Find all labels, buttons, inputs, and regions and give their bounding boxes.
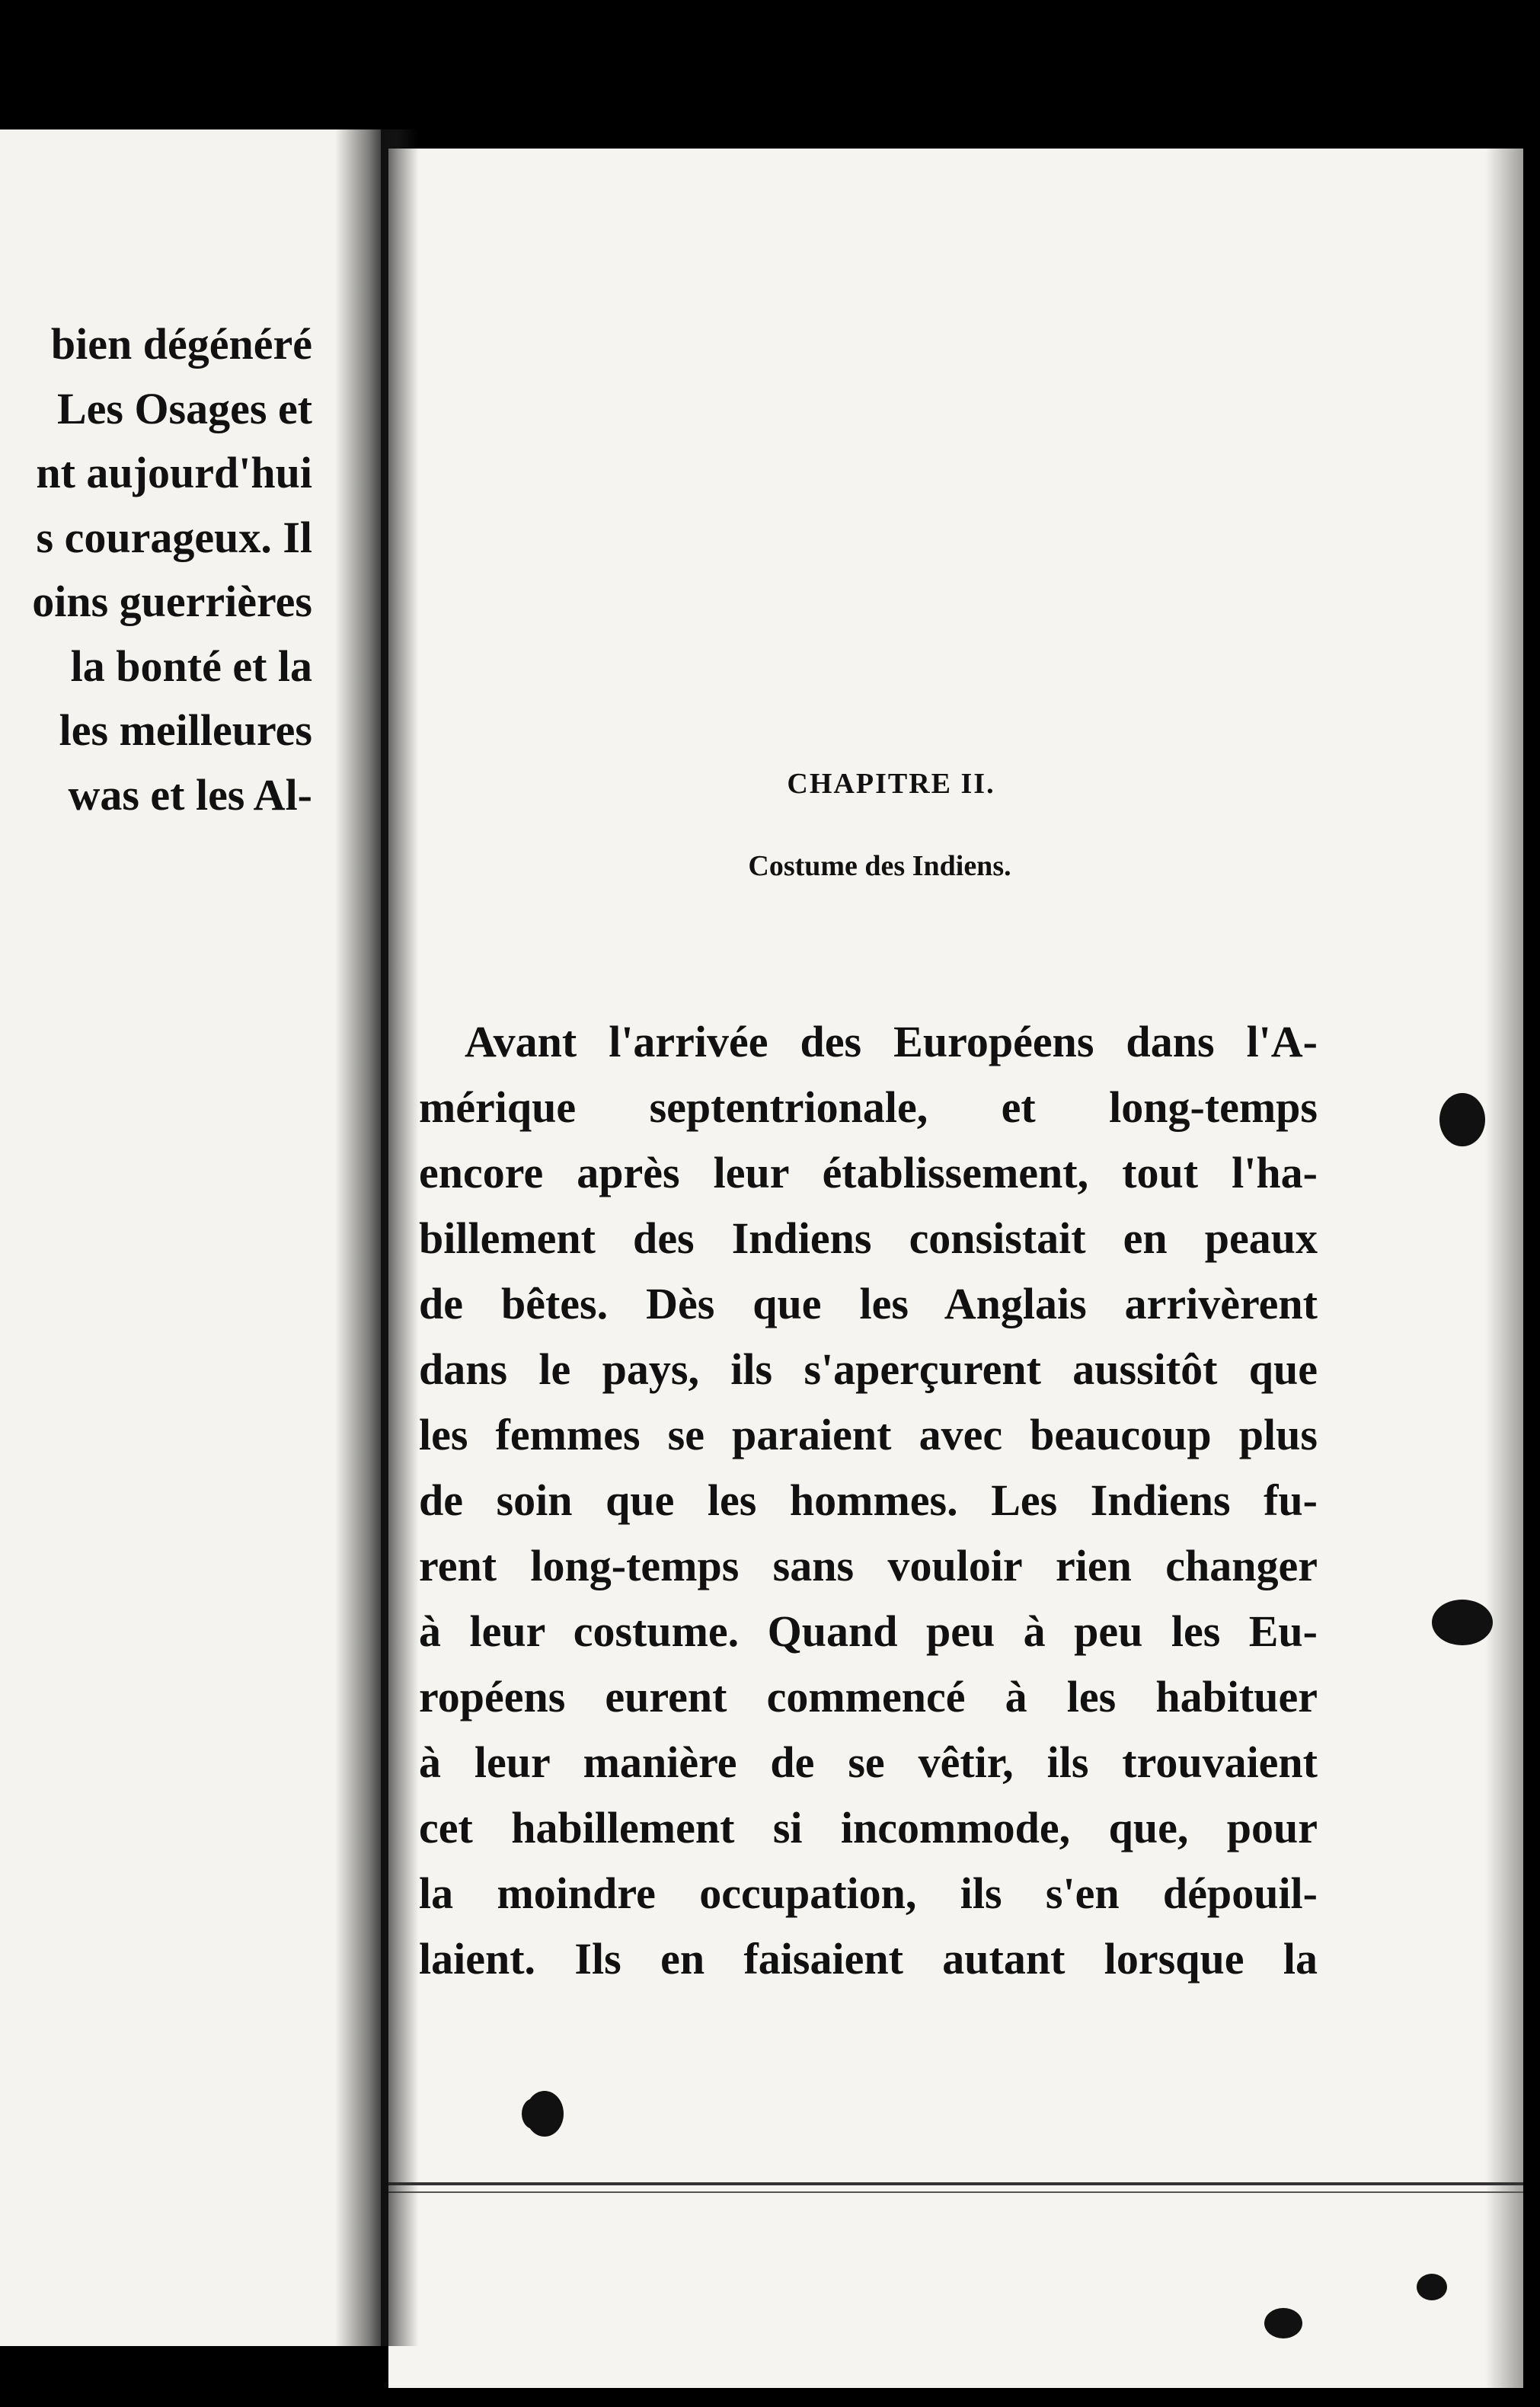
left-line: les meilleures — [59, 705, 312, 755]
ink-blot — [1439, 1093, 1485, 1146]
chapter-heading: CHAPITRE II. — [787, 768, 995, 800]
body-line: laient. Ils en faisaient autant lorsque la — [419, 1934, 1318, 1983]
body-line: ropéens eurent commencé à les habituer — [419, 1672, 1318, 1721]
scan-divider-line — [388, 2182, 1523, 2185]
body-line: de soin que les hommes. Les Indiens fu- — [419, 1475, 1318, 1525]
left-line: s courageux. Il — [36, 512, 312, 562]
ink-blot — [522, 2099, 545, 2129]
left-line: was et les Al- — [68, 769, 312, 820]
body-line: encore après leur établissement, tout l'ha- — [419, 1148, 1318, 1197]
ink-blot — [1432, 1600, 1493, 1645]
left-line: nt aujourd'hui — [36, 448, 312, 497]
body-line: de bêtes. Dès que les Anglais arrivèrent — [419, 1279, 1318, 1328]
body-line: billement des Indiens consistait en peaux — [419, 1213, 1318, 1263]
scan-divider-line — [388, 2191, 1523, 2193]
page-edge-shadow — [1485, 149, 1523, 2388]
body-line: la moindre occupation, ils s'en dépouil- — [419, 1868, 1318, 1918]
chapter-subtitle: Costume des Indiens. — [748, 850, 1011, 882]
left-page — [0, 129, 381, 2346]
body-line: cet habillement si incommode, que, pour — [419, 1803, 1318, 1852]
left-line: bien dégénéré — [50, 319, 312, 369]
ink-blot — [1417, 2274, 1447, 2300]
left-line: oins guerrières — [32, 577, 312, 626]
right-page — [388, 149, 1523, 2388]
body-line: les femmes se paraient avec beaucoup plus — [419, 1410, 1318, 1459]
body-line: mérique septentrionale, et long-temps — [419, 1082, 1318, 1132]
body-line: dans le pays, ils s'aperçurent aussitôt que — [419, 1344, 1318, 1394]
chapter-body — [419, 1009, 1318, 1992]
left-line: Les Osages et — [56, 383, 312, 433]
body-line: à leur costume. Quand peu à peu les Eu- — [419, 1606, 1318, 1656]
left-page-text — [0, 312, 312, 827]
ink-blot — [1264, 2308, 1302, 2338]
body-line: rent long-temps sans vouloir rien changer — [419, 1541, 1318, 1590]
body-line: à leur manière de se vêtir, ils trouvaient — [419, 1737, 1318, 1787]
body-line: Avant l'arrivée des Européens dans l'A- — [465, 1017, 1318, 1066]
left-line: la bonté et la — [70, 641, 312, 691]
